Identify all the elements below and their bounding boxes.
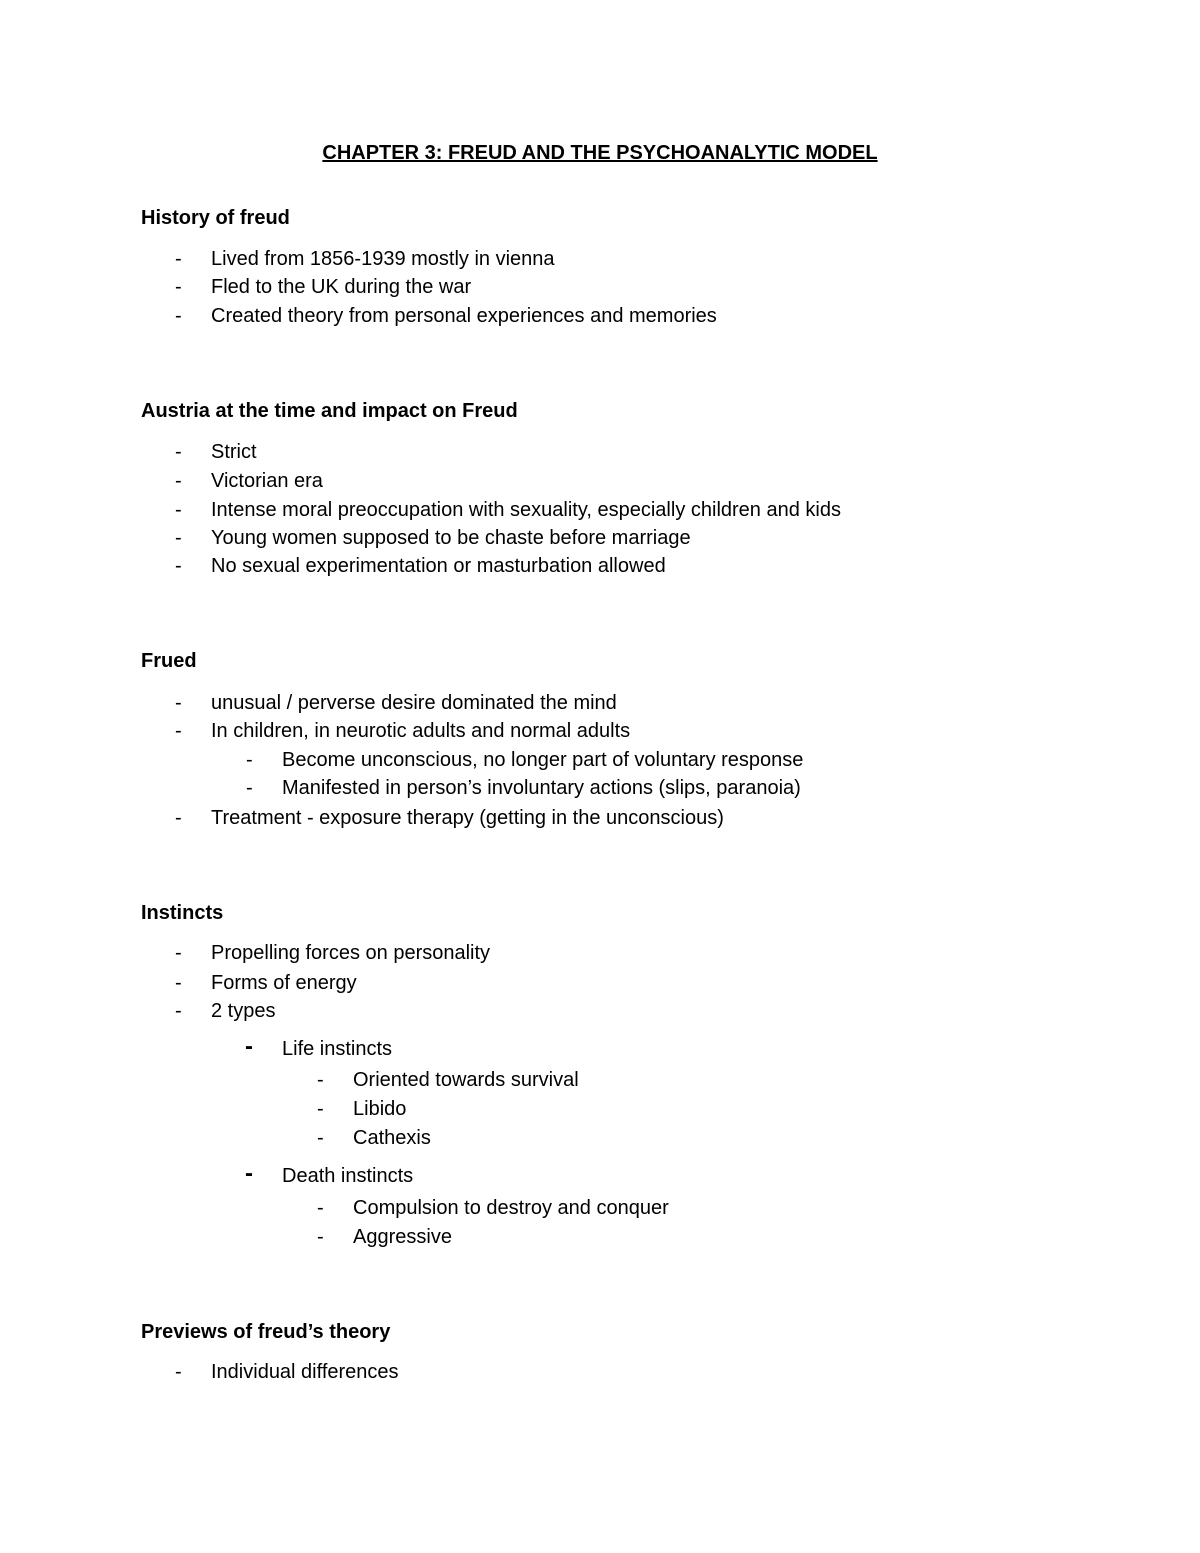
list-item: Death instincts bbox=[282, 1165, 414, 1187]
list-item: 2 types bbox=[211, 1000, 276, 1022]
bullet-dash: - bbox=[246, 749, 253, 771]
bullet-dash: - bbox=[245, 1033, 253, 1060]
bullet-dash: - bbox=[317, 1226, 324, 1248]
bullet-dash: - bbox=[175, 527, 182, 549]
list-item: Propelling forces on personality bbox=[211, 942, 491, 964]
bullet-dash: - bbox=[175, 470, 182, 492]
list-item: Forms of energy bbox=[211, 972, 357, 994]
list-item: Compulsion to destroy and conquer bbox=[353, 1197, 669, 1219]
bullet-dash: - bbox=[175, 305, 182, 327]
bullet-dash: - bbox=[175, 441, 182, 463]
list-item: Manifested in person’s involuntary actions (slips, paranoia) bbox=[282, 777, 801, 799]
list-item: Intense moral preoccupation with sexuality, especially children and kids bbox=[211, 499, 841, 521]
bullet-dash: - bbox=[175, 555, 182, 577]
bullet-dash: - bbox=[175, 276, 182, 298]
bullet-dash: - bbox=[175, 942, 182, 964]
section-heading-history: History of freud bbox=[141, 207, 290, 229]
bullet-dash: - bbox=[175, 720, 182, 742]
bullet-dash: - bbox=[175, 807, 182, 829]
list-item: Individual differences bbox=[211, 1361, 399, 1383]
list-item: Victorian era bbox=[211, 470, 323, 492]
bullet-dash: - bbox=[175, 1361, 182, 1383]
list-item: unusual / perverse desire dominated the mind bbox=[211, 692, 617, 714]
bullet-dash: - bbox=[245, 1160, 253, 1187]
list-item: Cathexis bbox=[353, 1127, 431, 1149]
list-item: Treatment - exposure therapy (getting in the unconscious) bbox=[211, 807, 724, 829]
page-title: CHAPTER 3: FREUD AND THE PSYCHOANALYTIC MODEL bbox=[322, 142, 878, 164]
list-item: No sexual experimentation or masturbation allowed bbox=[211, 555, 666, 577]
section-heading-instincts: Instincts bbox=[141, 902, 224, 924]
list-item: Aggressive bbox=[353, 1226, 452, 1248]
bullet-dash: - bbox=[175, 1000, 182, 1022]
section-heading-frued: Frued bbox=[141, 650, 197, 672]
list-item: Lived from 1856-1939 mostly in vienna bbox=[211, 248, 555, 270]
list-item: Become unconscious, no longer part of voluntary response bbox=[282, 749, 804, 771]
bullet-dash: - bbox=[317, 1197, 324, 1219]
list-item: Libido bbox=[353, 1098, 407, 1120]
list-item: Created theory from personal experiences and memories bbox=[211, 305, 717, 327]
list-item: Life instincts bbox=[282, 1038, 393, 1060]
bullet-dash: - bbox=[317, 1069, 324, 1091]
list-item: Fled to the UK during the war bbox=[211, 276, 472, 298]
section-heading-previews: Previews of freud’s theory bbox=[141, 1321, 391, 1343]
bullet-dash: - bbox=[317, 1098, 324, 1120]
bullet-dash: - bbox=[175, 499, 182, 521]
bullet-dash: - bbox=[175, 972, 182, 994]
list-item: Oriented towards survival bbox=[353, 1069, 579, 1091]
list-item: In children, in neurotic adults and normal adults bbox=[211, 720, 631, 742]
list-item: Strict bbox=[211, 441, 257, 463]
bullet-dash: - bbox=[246, 777, 253, 799]
section-heading-austria: Austria at the time and impact on Freud bbox=[141, 400, 518, 422]
bullet-dash: - bbox=[175, 692, 182, 714]
list-item: Young women supposed to be chaste before marriage bbox=[211, 527, 691, 549]
bullet-dash: - bbox=[317, 1127, 324, 1149]
bullet-dash: - bbox=[175, 248, 182, 270]
